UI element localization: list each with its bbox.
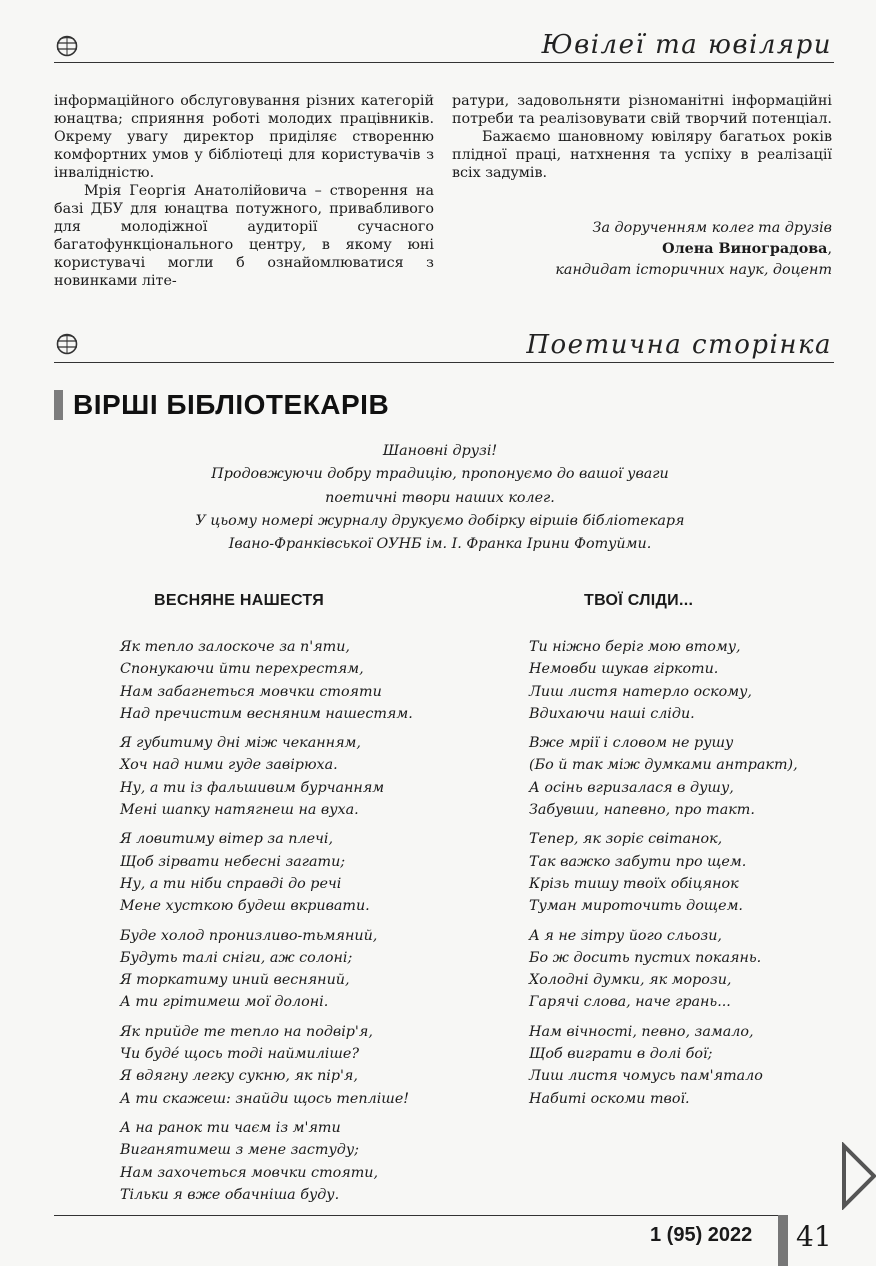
poem-line: Щоб виграти в долі бої; — [529, 1046, 713, 1063]
poetry-divider — [54, 362, 834, 363]
intro-line: Продовжуючи добру традицію, пропонуємо до вашої уваги — [211, 466, 669, 483]
poetry-heading — [54, 387, 389, 423]
section-title-poetry: Поетична сторінка — [526, 330, 832, 360]
signature-dedication: За дорученням колег та друзів — [592, 220, 832, 236]
signature-name: Олена Виноградова — [662, 241, 828, 257]
poem-line: А я не зітру його сльози, — [529, 927, 722, 944]
poem-line: Мені шапку натягнеш на вуха. — [120, 802, 359, 819]
poem-line: Ти ніжно беріг мою втому, — [529, 639, 741, 655]
poem-title: ТВОЇ СЛІДИ... — [584, 592, 694, 609]
intro-line: поетичні твори наших колег. — [325, 489, 555, 506]
poem-stanza — [529, 925, 798, 1014]
poem-stanza — [529, 1021, 798, 1110]
poem-line: Чи будé щось тоді наймиліше? — [120, 1046, 360, 1063]
issue-number: 1 (95) 2022 — [650, 1224, 753, 1246]
poem-line: Ну, а ти із фальшивим бурчанням — [120, 779, 385, 796]
poem-line: Вже мрії і словом не рушу — [529, 735, 734, 752]
poem-stanza — [120, 636, 413, 725]
poem-title: ВЕСНЯНЕ НАШЕСТЯ — [154, 592, 325, 609]
footer-divider — [54, 1215, 778, 1216]
poem-line: Вдихаючи наші сліди. — [529, 705, 695, 722]
poem-line: Хоч над ними гуде завірюха. — [120, 757, 338, 774]
intro-line: Шановні друзі! — [382, 443, 498, 459]
page-number-bar — [778, 1215, 788, 1266]
poem-line: Я торкатиму иний весняний, — [120, 972, 350, 989]
poem-line: Будуть талі сніги, аж солоні; — [120, 949, 353, 966]
header-divider — [54, 62, 834, 63]
poem-line: Бо ж досить пустих покаянь. — [529, 949, 762, 966]
library-globe-logo — [54, 332, 80, 356]
poem-line: А ти грітимеш мої долоні. — [120, 994, 329, 1011]
poem-line: Тепер, як зорiє світанок, — [529, 831, 723, 848]
next-page-arrow-icon[interactable] — [840, 1142, 876, 1210]
poem-stanza — [529, 828, 798, 917]
jubilee-paragraph: ратури, задовольняти різноманітні інформаційні потреби та реалізовувати свій творчий потенціал. — [452, 93, 832, 127]
poem-line: Лиш листя натерло оскому, — [529, 683, 752, 700]
poem-line: Над пречистим весняним нашестям. — [120, 705, 413, 722]
poem-line: Як прийде те тепло на подвір'я, — [120, 1023, 373, 1040]
poem-body — [120, 636, 413, 1213]
poem-stanza — [120, 732, 413, 821]
poem-line: Спонукаючи йти перехрестям, — [120, 661, 364, 678]
poem-line: А ти скажеш: знайди щось тепліше! — [120, 1090, 410, 1107]
poem-stanza — [120, 1021, 413, 1110]
poem-line: Я губитиму дні між чеканням, — [120, 735, 361, 752]
poem-line: Забувши, напевно, про такт. — [529, 802, 755, 819]
poem-stanza — [120, 925, 413, 1014]
poem-line: Я ловитиму вітер за плечі, — [120, 831, 334, 848]
poem-stanza — [120, 828, 413, 917]
heading-bar — [54, 390, 63, 420]
poem-stanza — [529, 732, 798, 821]
signature-block: За дорученням колег та друзів Олена Виноградова, кандидат історичних наук, доцент — [555, 218, 832, 281]
poem-line: Мене хусткою будеш вкривати. — [120, 898, 370, 915]
poem-line: Гарячі слова, наче грань... — [529, 994, 731, 1011]
poem-stanza — [120, 1117, 413, 1206]
poem-line: А на ранок ти чаєм із м'яти — [120, 1119, 341, 1136]
page-number: 41 — [796, 1220, 832, 1253]
poem-line: Буде холод пронизливо-тьмяний, — [120, 927, 378, 944]
poem-line: (Бо й так між думками антракт), — [529, 757, 798, 774]
jubilee-paragraph: Бажаємо шановному ювіляру багатьох років плідної праці, натхнення та успіху в реалізації всіх задумів. — [452, 129, 832, 181]
jubilee-column-right — [452, 92, 832, 182]
jubilee-paragraph: Мрія Георгія Анатолійовича – створення на базі ДБУ для юнацтва потужного, привабливого для молодіжної аудиторії сучасного багатофункціонального центру, в якому юні користувачі могли б ознайомлюватися з новинками літе- — [54, 183, 434, 289]
poem-line: Нам вічності, певно, замало, — [529, 1023, 754, 1040]
poem-line: Виганятимеш з мене застуду; — [120, 1142, 359, 1159]
poetry-intro — [180, 440, 700, 556]
poem-line: Набиті оскоми твої. — [529, 1090, 690, 1107]
library-globe-logo — [54, 34, 80, 58]
poem-line: Нам забагнеться мовчки стояти — [120, 683, 382, 700]
poem-line: Немовби шукав гіркоти. — [529, 661, 719, 678]
poem-stanza — [529, 636, 798, 725]
jubilee-column-left — [54, 92, 434, 290]
signature-title: кандидат історичних наук, доцент — [555, 262, 832, 278]
poem-line: Так важко забути про щем. — [529, 853, 747, 870]
jubilee-paragraph: інформаційного обслуговування різних категорій юнацтва; сприяння роботі молодих працівників. Окрему увагу директор приділяє створенню комфортних умов у бібліотеці для користувачів з інвалідністю. — [54, 93, 434, 181]
poem-line: Я вдягну легку сукню, як пір'я, — [120, 1068, 358, 1085]
poem-line: Крізь тишу твоїх обіцянок — [529, 875, 739, 892]
intro-line: Івано-Франківської ОУНБ ім. І. Франка Ірини Фотуйми. — [228, 536, 652, 553]
poem-line: Туман мироточить дощем. — [529, 898, 743, 915]
poem-line: Холодні думки, як морози, — [529, 972, 732, 989]
poem-line: Щоб зірвати небесні загати; — [120, 853, 346, 870]
poem-body — [529, 636, 798, 1117]
poem-line: Як тепло залоскоче за п'яти, — [120, 639, 350, 655]
poem-line: Лиш листя чомусь пам'ятало — [529, 1068, 763, 1085]
poetry-heading-text: ВІРШІ БІБЛІОТЕКАРІВ — [73, 389, 390, 420]
poem-line: А осінь вгризалася в душу, — [529, 779, 734, 796]
poem-line: Ну, а ти ніби справді до речі — [120, 875, 342, 892]
poem-line: Нам захочеться мовчки стояти, — [120, 1164, 379, 1181]
poem-line: Тільки я вже обачніша буду. — [120, 1186, 340, 1203]
section-title-jubilee: Ювілеї та ювіляри — [541, 30, 832, 60]
intro-line: У цьому номері журналу друкуємо добірку віршів бібліотекаря — [195, 512, 685, 529]
